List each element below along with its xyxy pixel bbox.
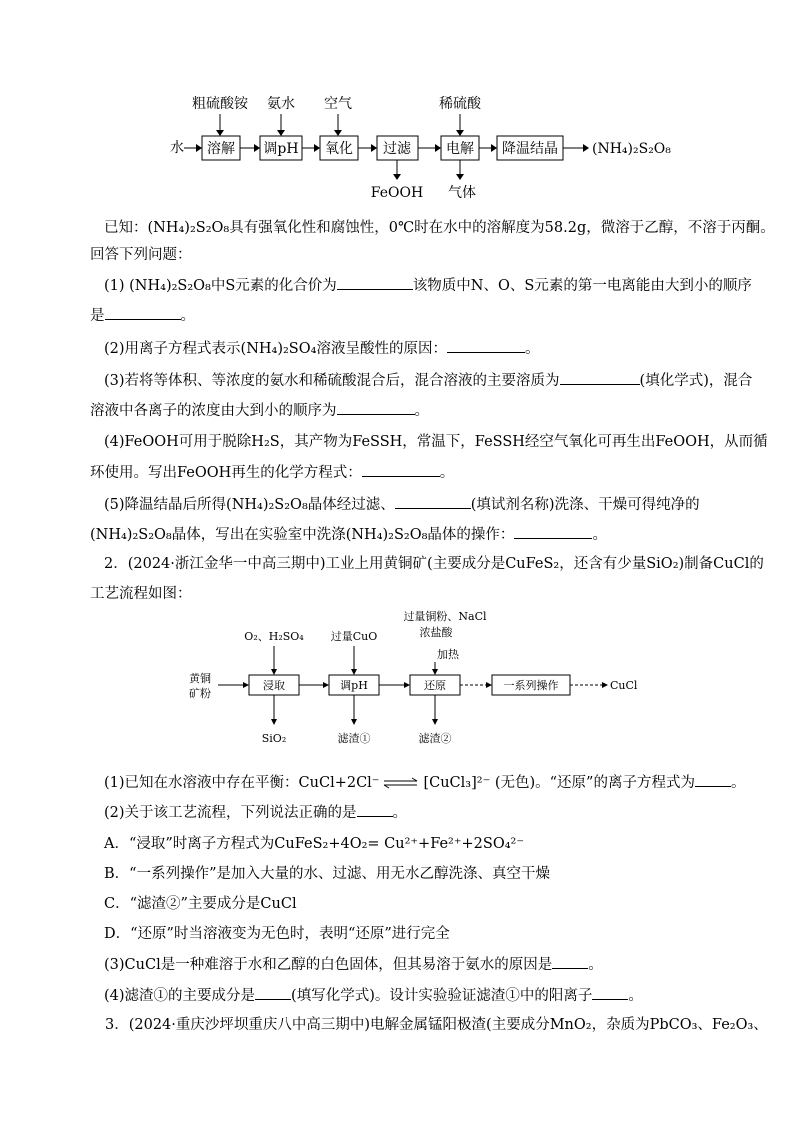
flow2-feed: 矿粉 (189, 687, 211, 700)
flow2-output: SiO₂ (261, 732, 287, 745)
flow1-input-label: 空气 (324, 96, 352, 112)
flow1-output: FeOOH (370, 185, 424, 201)
answer-blank[interactable] (255, 985, 291, 1000)
answer-blank[interactable] (560, 370, 640, 385)
q2-sub4-text-a: (4)滤渣①的主要成分是 (104, 988, 256, 1004)
q1-answer-prompt: 回答下列问题： (90, 247, 192, 263)
flow1-step: 过滤 (383, 141, 411, 157)
q1-part2-text: (2)用离子方程式表示(NH₄)₂SO₄溶液呈酸性的原因： (104, 341, 447, 357)
q2-sub2 (104, 802, 407, 823)
flow1-input-label: 粗硫酸铵 (192, 96, 248, 112)
q1-part4-text-b: 环使用。写出FeOOH再生的化学方程式： (90, 465, 362, 481)
flow2-step: 还原 (424, 679, 446, 692)
q1-period: 。 (524, 341, 540, 357)
q2-period: 。 (392, 805, 408, 821)
flow2-feed: 黄铜 (189, 672, 211, 685)
flow1-step: 电解 (446, 141, 474, 157)
q2-title: 2．(2024·浙江金华一中高三期中)工业上用黄铜矿(主要成分是CuFeS₂，还含有少量SiO₂)制备CuCl的 (104, 556, 764, 572)
q1-part5-text-a: (5)降温结晶后所得(NH₄)₂S₂O₈晶体经过滤、 (104, 497, 395, 513)
q3-title: 3．(2024·重庆沙坪坝重庆八中高三期中)电解金属锰阳极渣(主要成分MnO₂，杂质为PbCO₃、Fe₂O₃、 (105, 1017, 768, 1033)
flow2-input-label: 浓盐酸 (419, 626, 453, 639)
q2-sub1-text-a: (1)已知在水溶液中存在平衡：CuCl+2Cl⁻ (104, 775, 380, 791)
flow-chart-2 (0, 606, 800, 766)
answer-blank[interactable] (552, 954, 588, 969)
answer-blank[interactable] (447, 338, 525, 353)
q1-part3-text-a: (3)若将等体积、等浓度的氨水和稀硫酸混合后，混合溶液的主要溶质为 (104, 373, 560, 389)
q1-period: 。 (180, 308, 195, 324)
flow-chart-1 (0, 0, 800, 210)
q2-period: 。 (730, 775, 746, 791)
q1-part4-cont (90, 462, 454, 483)
flow2-input-label: 加热 (437, 648, 459, 661)
answer-blank[interactable] (337, 275, 413, 290)
flow2-output: 滤渣② (418, 732, 452, 745)
q2-sub4-text-b: (填写化学式)。设计实验验证滤渣①中的阳离子 (291, 988, 593, 1004)
flow2-input-label: 过量铜粉、NaCl (403, 610, 487, 623)
q2-sub4 (104, 985, 643, 1006)
q1-part1-text-a: (1) (NH₄)₂S₂O₈中S元素的化合价为 (104, 278, 337, 294)
q2-period: 。 (628, 988, 643, 1004)
flow2-step: 浸取 (263, 679, 285, 692)
answer-blank[interactable] (592, 985, 628, 1000)
q1-part5 (104, 494, 700, 515)
q1-part5-text-c: (NH₄)₂S₂O₈晶体，写出在实验室中洗涤(NH₄)₂S₂O₈晶体的操作： (90, 527, 515, 543)
q1-period: 。 (439, 465, 455, 481)
flow2-input-label: O₂、H₂SO₄ (244, 630, 304, 643)
flow1-product: (NH₄)₂S₂O₈ (592, 141, 671, 157)
q2-sub1-text-b: [CuCl₃]²⁻ (无色)。“还原”的离子方程式为 (423, 775, 695, 791)
flow1-input-arrows (216, 114, 464, 136)
flow1-start: 水 (170, 140, 184, 156)
flow1-step: 氧化 (325, 141, 353, 157)
answer-blank[interactable] (395, 494, 471, 509)
q1-part3 (104, 370, 752, 391)
flow1-output: 气体 (448, 185, 476, 201)
q2-option-b: B．“一系列操作”是加入大量的水、过滤、用无水乙醇洗涤、真空干燥 (104, 866, 550, 882)
q2-sub3-text: (3)CuCl是一种难溶于水和乙醇的白色固体，但其易溶于氨水的原因是 (104, 957, 553, 973)
q1-known: 已知：(NH₄)₂S₂O₈具有强氧化性和腐蚀性，0℃时在水中的溶解度为58.2g，微溶于乙醇，不溶于丙酮。 (104, 220, 775, 236)
q1-part1-text-b: 该物质中N、O、S元素的第一电离能由大到小的顺序 (412, 278, 752, 294)
q2-option-c: C．“滤渣②”主要成分是CuCl (104, 896, 297, 912)
q2-option-a: A．“浸取”时离子方程式为CuFeS₂+4O₂= Cu²⁺+Fe²⁺+2SO₄²⁻ (104, 836, 524, 852)
answer-blank[interactable] (514, 524, 592, 539)
q2-sub3 (104, 954, 603, 975)
flow2-input-label: 过量CuO (330, 630, 378, 643)
flow1-step: 降温结晶 (502, 141, 558, 157)
flow2-step: 调pH (340, 679, 368, 692)
answer-blank[interactable] (695, 772, 731, 787)
answer-blank[interactable] (105, 305, 181, 320)
q1-part1-text-c: 是 (90, 308, 105, 324)
flow1-step: 溶解 (207, 141, 235, 157)
q1-part3-text-b: (填化学式)，混合 (639, 373, 753, 389)
flow2-step: 一系列操作 (503, 679, 559, 692)
flow1-step: 调pH (263, 141, 299, 157)
equilibrium-arrow-icon (383, 777, 419, 789)
q1-part4: (4)FeOOH可用于脱除H₂S，其产物为FeSSH，常温下，FeSSH经空气氧化可再生出FeOOH，从而循 (104, 434, 768, 450)
q2-title-cont: 工艺流程如图： (90, 586, 192, 602)
q2-sub1 (104, 772, 745, 793)
flow2-product: CuCl (610, 679, 638, 692)
q2-sub2-text: (2)关于该工艺流程，下列说法正确的是 (104, 805, 357, 821)
flow1-input-label: 稀硫酸 (439, 96, 481, 112)
answer-blank[interactable] (337, 400, 415, 415)
q1-part1-cont (90, 305, 195, 326)
q2-option-d: D．“还原”时当溶液变为无色时，表明“还原”进行完全 (104, 926, 450, 942)
q1-part5-cont (90, 524, 607, 545)
answer-blank[interactable] (362, 462, 440, 477)
flow2-output: 滤渣① (337, 732, 371, 745)
q1-part2 (104, 338, 539, 359)
flow1-output-arrows (393, 160, 464, 180)
q1-period: 。 (414, 403, 429, 419)
answer-blank[interactable] (357, 802, 393, 817)
q1-part1 (104, 275, 752, 296)
q1-part5-text-b: (填试剂名称)洗涤、干燥可得纯净的 (470, 497, 700, 513)
q2-period: 。 (588, 957, 603, 973)
q1-period: 。 (592, 527, 607, 543)
q1-part3-cont (90, 400, 429, 421)
flow1-input-label: 氨水 (267, 96, 295, 112)
q1-part3-text-c: 溶液中各离子的浓度由大到小的顺序为 (90, 403, 337, 419)
